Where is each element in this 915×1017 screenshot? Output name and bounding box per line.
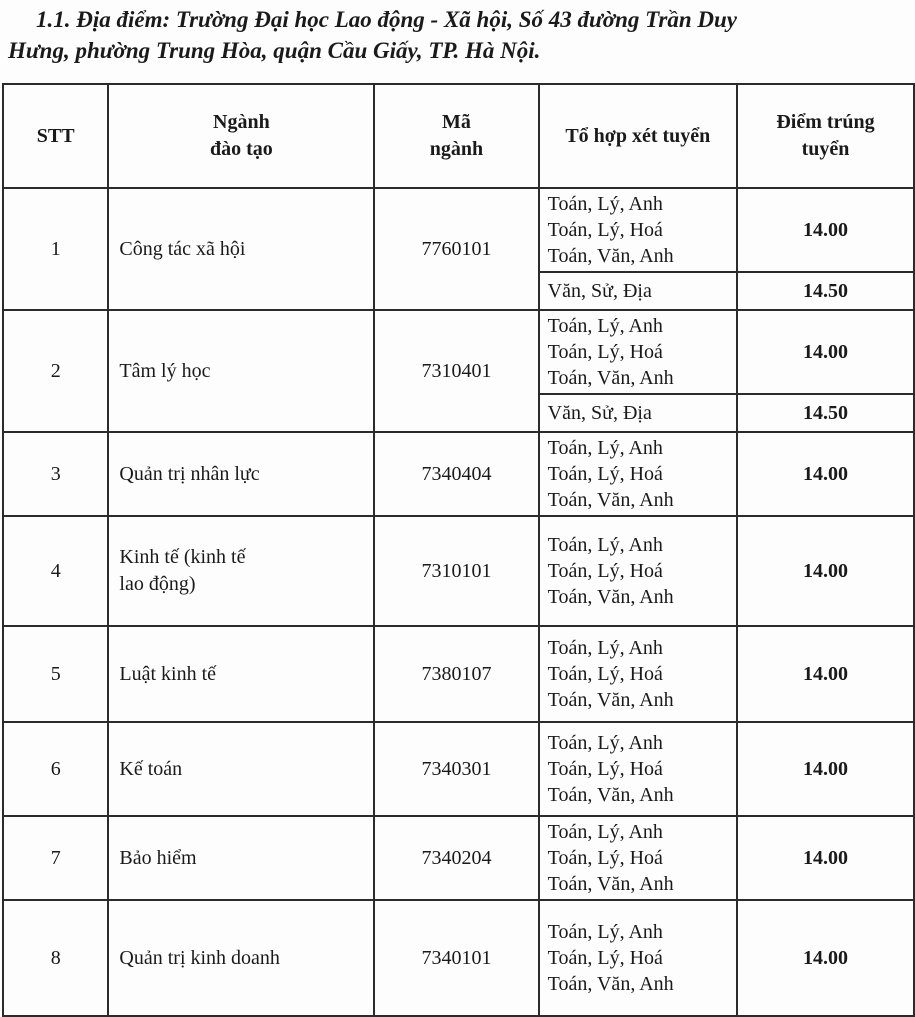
header-combo: Tổ hợp xét tuyển: [539, 84, 737, 188]
cell-combo: Toán, Lý, Anh Toán, Lý, Hoá Toán, Văn, Anh: [539, 516, 737, 626]
cell-score: 14.00: [737, 900, 914, 1016]
cell-code: 7760101: [374, 188, 538, 310]
cell-major: Kinh tế (kinh tế lao động): [108, 516, 374, 626]
cell-combo: Toán, Lý, Anh Toán, Lý, Hoá Toán, Văn, Anh: [539, 816, 737, 900]
cell-major: Tâm lý học: [108, 310, 374, 432]
table-row: [3, 516, 914, 626]
section-heading: [8, 4, 913, 66]
heading-line-1: 1.1. Địa điểm: Trường Đại học Lao động - Xã hội, Số 43 đường Trần Duy: [36, 7, 737, 32]
cell-combo: Văn, Sử, Địa: [539, 272, 737, 310]
table-row: [3, 816, 914, 900]
table-row: [3, 626, 914, 722]
table-row: [3, 310, 914, 394]
cell-code: 7340101: [374, 900, 538, 1016]
cell-major: Quản trị nhân lực: [108, 432, 374, 516]
header-stt: STT: [3, 84, 108, 188]
cell-combo: Toán, Lý, Anh Toán, Lý, Hoá Toán, Văn, Anh: [539, 310, 737, 394]
heading-line-2: Hưng, phường Trung Hòa, quận Cầu Giấy, TP. Hà Nội.: [8, 38, 541, 63]
cell-code: 7310401: [374, 310, 538, 432]
cell-score: 14.00: [737, 432, 914, 516]
cell-code: 7310101: [374, 516, 538, 626]
cell-stt: 5: [3, 626, 108, 722]
cell-score: 14.00: [737, 516, 914, 626]
table-row: [3, 432, 914, 516]
cell-stt: 7: [3, 816, 108, 900]
cell-major: Kế toán: [108, 722, 374, 816]
cell-major: Công tác xã hội: [108, 188, 374, 310]
cell-score: 14.00: [737, 310, 914, 394]
cell-code: 7340204: [374, 816, 538, 900]
table-row: [3, 900, 914, 1016]
header-score: Điểm trúng tuyển: [737, 84, 914, 188]
cell-major: Bảo hiểm: [108, 816, 374, 900]
cell-code: 7380107: [374, 626, 538, 722]
cell-score: 14.00: [737, 816, 914, 900]
cell-combo: Toán, Lý, Anh Toán, Lý, Hoá Toán, Văn, Anh: [539, 626, 737, 722]
cell-score: 14.00: [737, 722, 914, 816]
cell-score: 14.50: [737, 394, 914, 432]
cell-combo: Toán, Lý, Anh Toán, Lý, Hoá Toán, Văn, Anh: [539, 188, 737, 272]
cell-stt: 4: [3, 516, 108, 626]
cell-stt: 8: [3, 900, 108, 1016]
cell-major: Luật kinh tế: [108, 626, 374, 722]
admission-scores-table: [2, 83, 915, 1017]
cell-combo: Toán, Lý, Anh Toán, Lý, Hoá Toán, Văn, Anh: [539, 722, 737, 816]
table-header-row: [3, 84, 914, 188]
table-row: [3, 188, 914, 272]
cell-combo: Toán, Lý, Anh Toán, Lý, Hoá Toán, Văn, Anh: [539, 900, 737, 1016]
cell-stt: 1: [3, 188, 108, 310]
cell-stt: 2: [3, 310, 108, 432]
cell-combo: Toán, Lý, Anh Toán, Lý, Hoá Toán, Văn, Anh: [539, 432, 737, 516]
cell-major: Quản trị kinh doanh: [108, 900, 374, 1016]
header-code: Mã ngành: [374, 84, 538, 188]
cell-stt: 3: [3, 432, 108, 516]
cell-stt: 6: [3, 722, 108, 816]
cell-combo: Văn, Sử, Địa: [539, 394, 737, 432]
header-major: Ngành đào tạo: [108, 84, 374, 188]
cell-code: 7340404: [374, 432, 538, 516]
cell-score: 14.50: [737, 272, 914, 310]
cell-score: 14.00: [737, 626, 914, 722]
cell-score: 14.00: [737, 188, 914, 272]
cell-code: 7340301: [374, 722, 538, 816]
table-row: [3, 722, 914, 816]
